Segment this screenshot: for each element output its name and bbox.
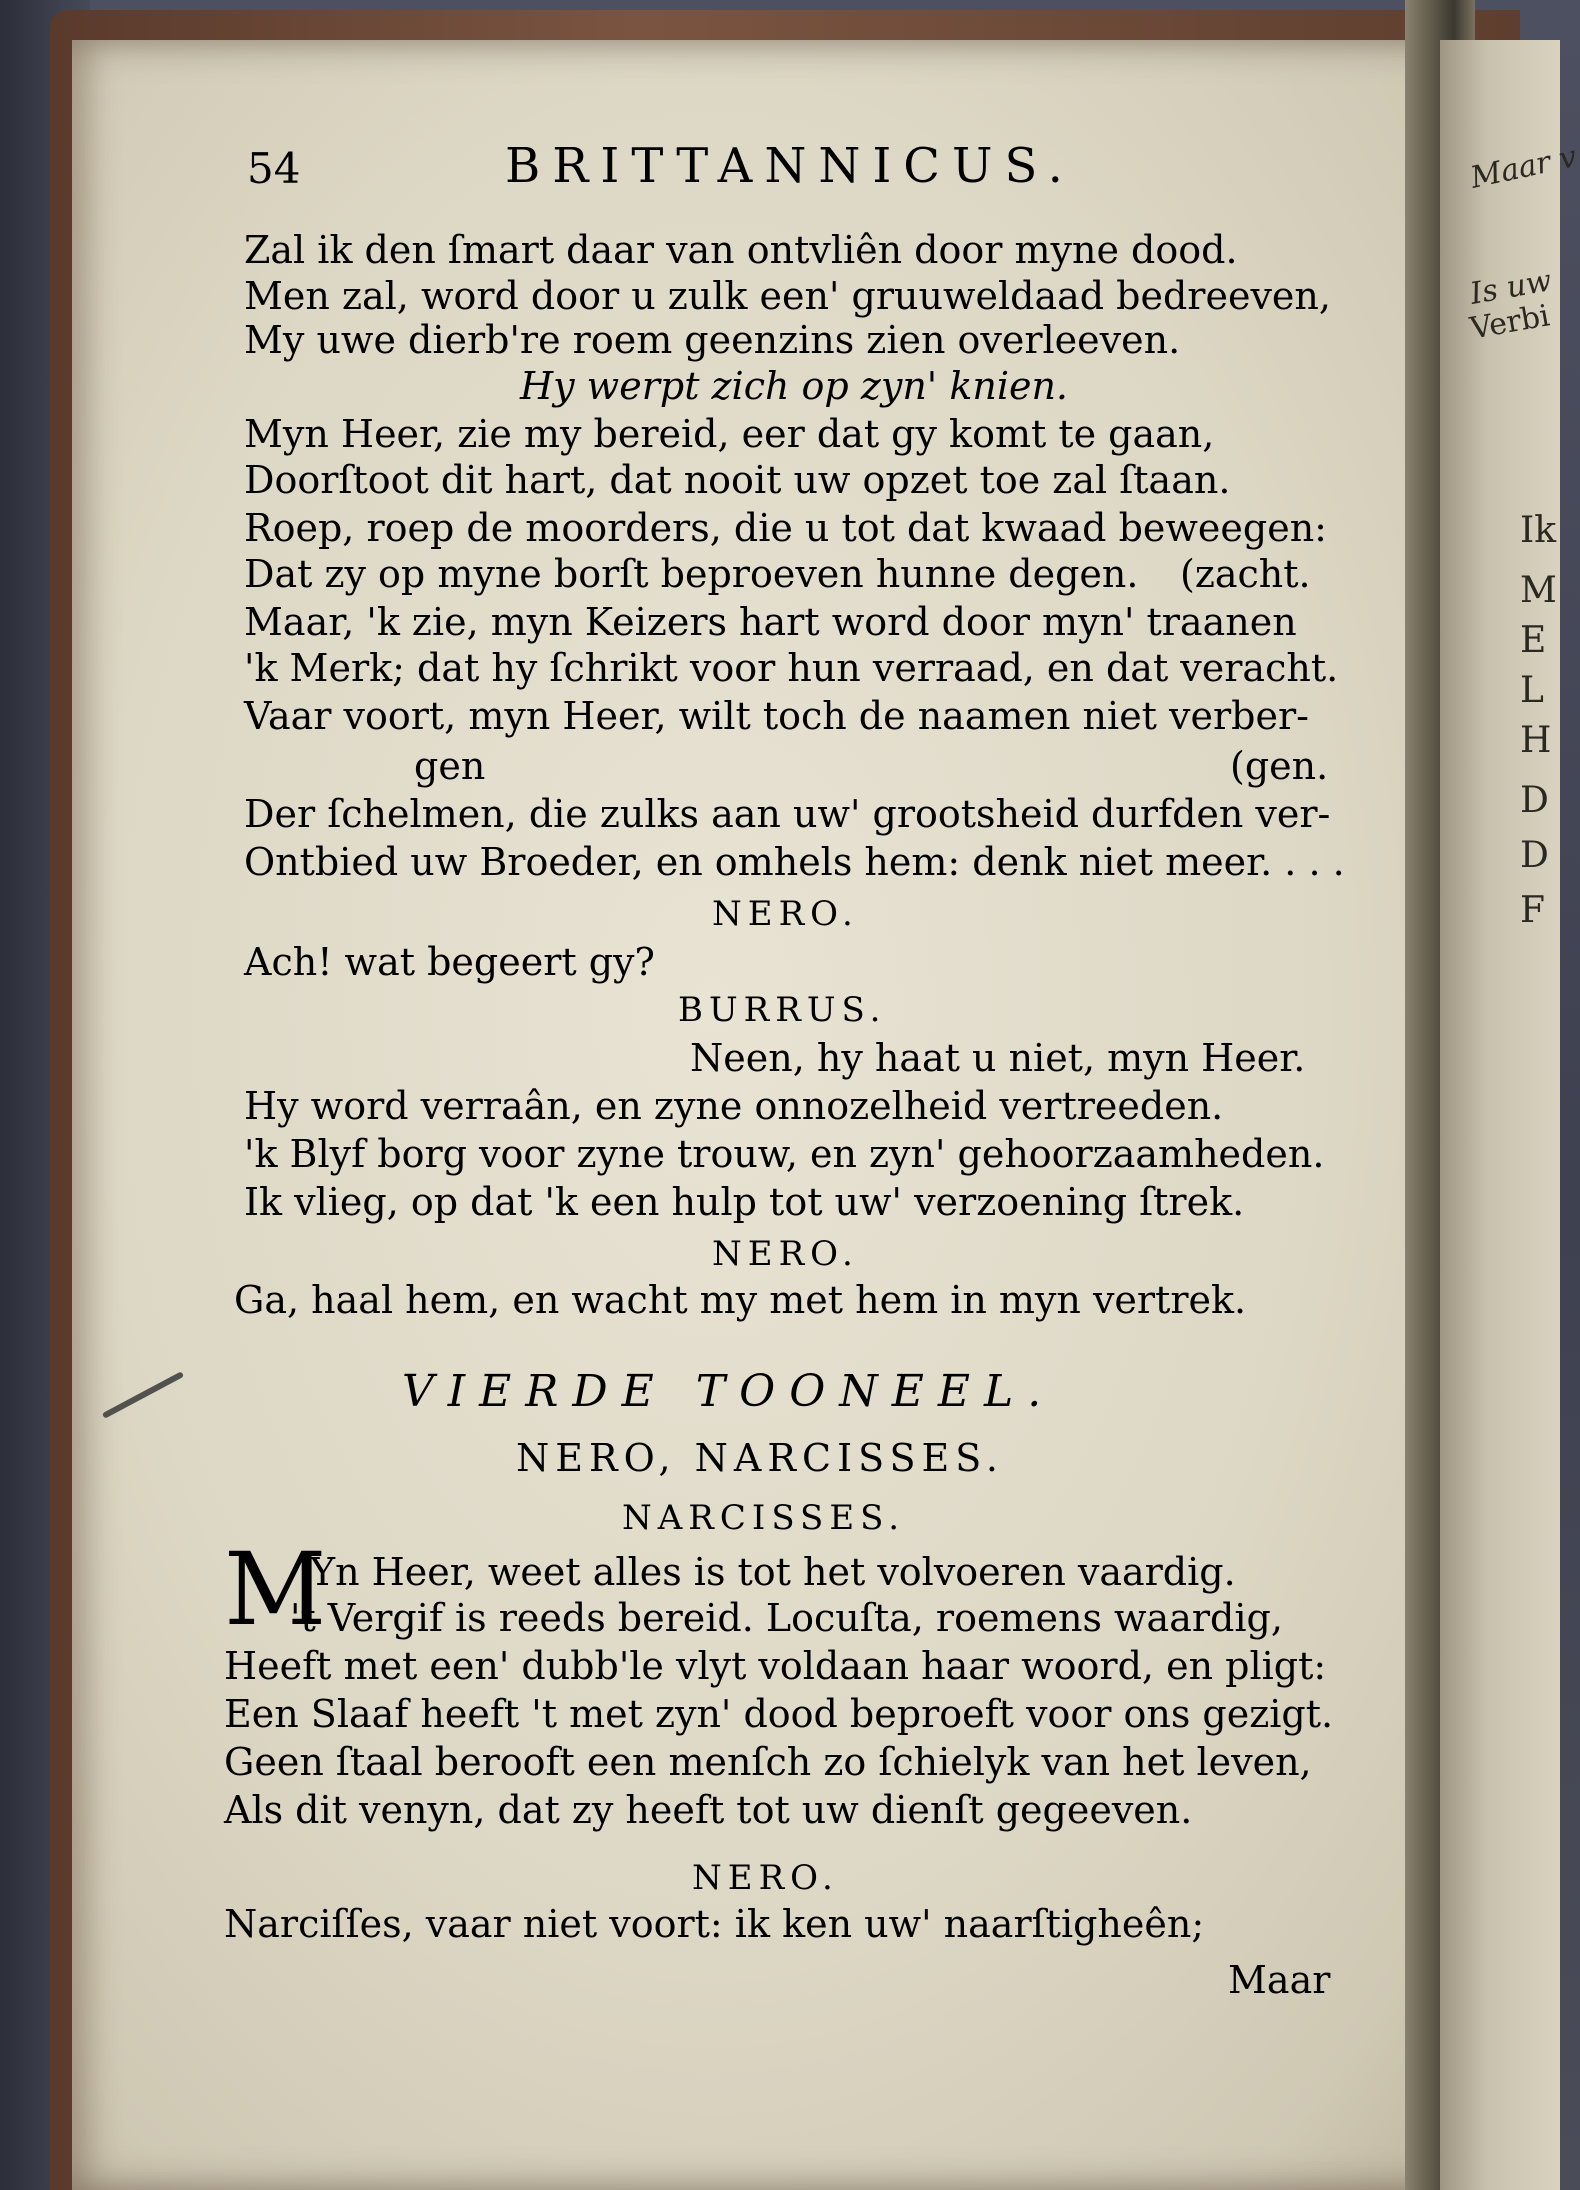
verse-line: Der ſchelmen, die zulks aan uw' grootsheid durfden ver- — [244, 792, 1331, 836]
verse-line: Ga, haal hem, en wacht my met hem in myn vertrek. — [234, 1278, 1247, 1322]
speaker-name: NARCISSES. — [622, 1498, 906, 1538]
verse-line: 'k Merk; dat hy ſchrikt voor hun verraad, en dat veracht. — [244, 646, 1339, 690]
facing-fragment: D — [1520, 780, 1549, 821]
verse-line: Een Slaaf heeft 't met zyn' dood beproeft voor ons gezigt. — [224, 1692, 1334, 1736]
verse-line-continuation: gen — [414, 744, 486, 788]
facing-fragment: Maar v — [1467, 139, 1580, 196]
verse-line: Roep, roep de moorders, die u tot dat kwaad beweegen: — [244, 506, 1327, 550]
verse-line: Zal ik den ſmart daar van ontvliên door myne dood. — [244, 228, 1238, 272]
verse-line: Narciſſes, vaar niet voort: ik ken uw' naarſtigheên; — [224, 1902, 1205, 1946]
drop-cap: M — [224, 1531, 327, 1648]
verse-line: Myn Heer, zie my bereid, eer dat gy komt te gaan, — [244, 412, 1215, 456]
facing-page — [1440, 40, 1580, 2190]
verse-line: 't Vergif is reeds bereid. Locuſta, roemens waardig, — [290, 1596, 1283, 1640]
stage-direction-aside: (zacht. — [1180, 552, 1311, 596]
verse-line: Yn Heer, weet alles is tot het volvoeren vaardig. — [310, 1550, 1236, 1594]
speaker-name: BURRUS. — [678, 990, 887, 1030]
running-header — [175, 118, 1205, 194]
page-number: 54 — [247, 144, 301, 193]
facing-fragment: M — [1520, 570, 1557, 611]
facing-fragment: Verbi — [1467, 298, 1553, 347]
speaker-name: NERO. — [712, 1234, 859, 1274]
facing-fragment: Is uw — [1467, 263, 1555, 312]
stage-direction: Hy werpt zich op zyn' knien. — [520, 364, 1069, 408]
facing-fragment: F — [1520, 890, 1545, 931]
verse-line: Vaar voort, myn Heer, wilt toch de naamen niet verber- — [244, 694, 1309, 738]
facing-fragment: E — [1520, 620, 1547, 661]
verse-line: Als dit venyn, dat zy heeft tot uw dienſt gegeeven. — [224, 1788, 1193, 1832]
verse-line: Neen, hy haat u niet, myn Heer. — [690, 1036, 1306, 1080]
verse-line: Dat zy op myne borſt beproeven hunne degen. — [244, 552, 1139, 596]
verse-line: Ach! wat begeert gy? — [244, 940, 655, 984]
verse-line: Ontbied uw Broeder, en omhels hem: denk niet meer. . . . — [244, 840, 1345, 884]
verse-line: Maar, 'k zie, myn Keizers hart word door myn' traanen — [244, 600, 1297, 644]
verse-line: Heeft met een' dubb'le vlyt voldaan haar woord, en pligt: — [224, 1644, 1327, 1688]
verse-line: My uwe dierb're roem geenzins zien overleeven. — [244, 318, 1181, 362]
verse-line: Geen ſtaal berooft een menſch zo ſchielyk van het leven, — [224, 1740, 1312, 1784]
running-title: BRITTANNICUS. — [505, 138, 1075, 194]
verse-line: Hy word verraân, en zyne onnozelheid vertreeden. — [244, 1084, 1224, 1128]
verse-line-carryover: (gen. — [1230, 744, 1329, 788]
verse-line: Men zal, word door u zulk een' gruuweldaad bedreeven, — [244, 274, 1331, 318]
speaker-name: NERO. — [712, 894, 859, 934]
facing-fragment: Ik — [1520, 510, 1557, 551]
scene-heading: VIERDE TOONEEL. — [402, 1366, 1056, 1417]
facing-fragment: H — [1520, 720, 1552, 761]
facing-fragment: L — [1520, 670, 1544, 711]
catchword: Maar — [1228, 1958, 1331, 2002]
verse-line: 'k Blyf borg voor zyne trouw, en zyn' gehoorzaamheden. — [244, 1132, 1325, 1176]
facing-fragment: D — [1520, 835, 1549, 876]
speaker-name: NERO. — [692, 1858, 839, 1898]
verse-line: Ik vlieg, op dat 'k een hulp tot uw' verzoening ſtrek. — [244, 1180, 1245, 1224]
verse-line: Doorſtoot dit hart, dat nooit uw opzet toe zal ſtaan. — [244, 458, 1231, 502]
scene-characters: NERO, NARCISSES. — [516, 1436, 1004, 1480]
